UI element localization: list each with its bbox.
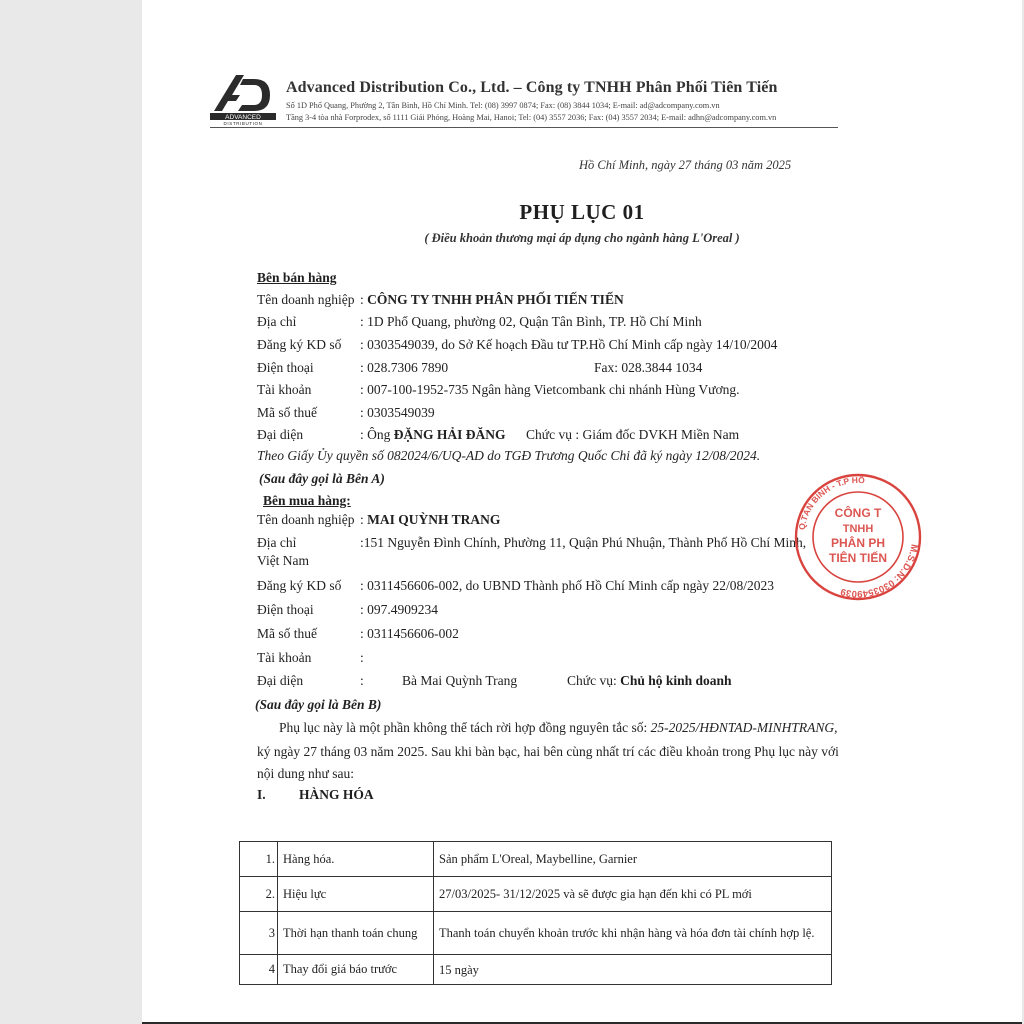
letterhead-address-hanoi: Tầng 3-4 tòa nhà Forprodex, số 1111 Giải Phóng, Hoàng Mai, Hanoi; Tel: (04) 3557 2036; Fax: (04) 3557 2034; E-mail: adhn@adcompany.com.vn xyxy=(286,113,777,122)
section-title: HÀNG HÓA xyxy=(299,787,374,802)
buyer-rep-position: Chức vụ: Chủ hộ kinh doanh xyxy=(567,673,732,688)
seller-tax-label: Mã số thuế xyxy=(257,405,317,420)
svg-text:ADVANCED: ADVANCED xyxy=(225,114,261,121)
buyer-phone-label: Điện thoại xyxy=(257,602,314,617)
buyer-address-continued: Việt Nam xyxy=(257,553,310,568)
seller-phone-label: Điện thoại xyxy=(257,360,314,375)
svg-text:M.S.D.N: 0303549039: M.S.D.N: 0303549039 xyxy=(839,543,920,600)
seller-reg-value: : 0303549039, do Sở Kế hoạch Đầu tư TP.Hồ Chí Minh cấp ngày 14/10/2004 xyxy=(360,337,778,352)
buyer-name-label: Tên doanh nghiệp xyxy=(257,512,355,527)
seller-fax-value: Fax: 028.3844 1034 xyxy=(594,360,703,375)
seller-alias: (Sau đây gọi là Bên A) xyxy=(259,471,385,486)
row-item: Hàng hóa. xyxy=(278,842,434,877)
row-number: 1. xyxy=(240,842,278,877)
row-item: Thời hạn thanh toán chung xyxy=(278,912,434,955)
letterhead-company-name: Advanced Distribution Co., Ltd. – Công ty TNHH Phân Phối Tiên Tiến xyxy=(286,79,778,96)
buyer-rep-label: Đại diện xyxy=(257,673,304,688)
seller-account-value: : 007-100-1952-735 Ngân hàng Vietcombank chi nhánh Hùng Vương. xyxy=(360,382,740,397)
document-page xyxy=(142,0,1022,1024)
letterhead-address-hcm: Số 1D Phổ Quang, Phường 2, Tân Bình, Hồ Chí Minh. Tel: (08) 3997 0874; Fax: (08) 3844 1034; E-mail: ad@adcompany.com.vn xyxy=(286,101,720,110)
seller-address-label: Địa chỉ xyxy=(257,314,297,329)
buyer-address-value: :151 Nguyễn Đình Chính, Phường 11, Quận Phú Nhuận, Thành Phố Hồ Chí Minh, xyxy=(360,535,807,550)
company-logo xyxy=(210,73,276,125)
buyer-account-value: : xyxy=(360,650,364,665)
stamp-line-3: PHÂN PH xyxy=(830,536,886,550)
seller-tax-value: : 0303549039 xyxy=(360,405,435,420)
seller-name-label: Tên doanh nghiệp xyxy=(257,292,355,307)
buyer-phone-value: : 097.4909234 xyxy=(360,602,439,617)
buyer-tax-label: Mã số thuế xyxy=(257,626,317,641)
seller-account-label: Tài khoản xyxy=(257,382,312,397)
table-row xyxy=(240,877,832,912)
row-number: 2. xyxy=(240,877,278,912)
stamp-line-1: CÔNG T xyxy=(834,506,882,520)
seller-rep-label: Đại diện xyxy=(257,427,304,442)
row-number: 3 xyxy=(240,912,278,955)
section-numeral: I. xyxy=(257,787,266,802)
buyer-tax-value: : 0311456606-002 xyxy=(360,626,459,641)
svg-text:DISTRIBUTION: DISTRIBUTION xyxy=(223,121,263,126)
stamp-line-2: TNHH xyxy=(842,523,874,535)
seller-rep-position: Chức vụ : Giám đốc DVKH Miền Nam xyxy=(526,427,740,442)
buyer-rep-name: Bà Mai Quỳnh Trang xyxy=(402,673,518,688)
document-subtitle: ( Điều khoản thương mại áp dụng cho ngành hàng L'Oreal ) xyxy=(424,231,740,245)
seller-name-value: : CÔNG TY TNHH PHÂN PHỐI TIẾN TIẾN xyxy=(360,292,624,307)
row-detail: Thanh toán chuyển khoản trước khi nhận hàng và hóa đơn tài chính hợp lệ. xyxy=(434,912,832,955)
intro-line-1: Phụ lục này là một phần không thể tách rời hợp đồng nguyên tắc số: 25-2025/HĐNTAD-MINHTRANG, xyxy=(279,720,838,735)
goods-table xyxy=(239,841,832,985)
company-stamp xyxy=(783,472,920,602)
table-row xyxy=(240,842,832,877)
buyer-heading: Bên mua hàng: xyxy=(263,493,351,508)
date-line: Hồ Chí Minh, ngày 27 tháng 03 năm 2025 xyxy=(579,158,792,172)
row-item: Hiệu lực xyxy=(278,877,434,912)
intro-line-2: ký ngày 27 tháng 03 năm 2025. Sau khi bàn bạc, hai bên cùng nhất trí các điều khoản trong Phụ lục này với xyxy=(257,744,839,759)
intro-line-3: nội dung như sau: xyxy=(257,766,354,781)
table-row xyxy=(240,955,832,985)
row-detail: 27/03/2025- 31/12/2025 và sẽ được gia hạn đến khi có PL mới xyxy=(434,877,832,912)
seller-address-value: : 1D Phổ Quang, phường 02, Quận Tân Bình, TP. Hồ Chí Minh xyxy=(360,314,702,329)
stamp-line-4: TIÊN TIẾN xyxy=(828,551,888,565)
letterhead-divider xyxy=(210,127,838,128)
buyer-reg-value: : 0311456606-002, do UBND Thành phố Hồ Chí Minh cấp ngày 22/08/2023 xyxy=(360,578,774,593)
buyer-rep-colon: : xyxy=(360,673,364,688)
buyer-address-label: Địa chỉ xyxy=(257,535,297,550)
seller-reg-label: Đăng ký KD số xyxy=(257,337,342,352)
row-detail: Sản phẩm L'Oreal, Maybelline, Garnier xyxy=(434,842,832,877)
buyer-alias: (Sau đây gọi là Bên B) xyxy=(255,697,382,712)
seller-phone-value: : 028.7306 7890 xyxy=(360,360,449,375)
seller-heading: Bên bán hàng xyxy=(257,270,337,285)
row-number: 4 xyxy=(240,955,278,985)
table-row xyxy=(240,912,832,955)
seller-rep-value: : Ông ĐẶNG HẢI ĐĂNG xyxy=(360,427,506,442)
buyer-name-value: : MAI QUỲNH TRANG xyxy=(360,512,501,527)
buyer-account-label: Tài khoản xyxy=(257,650,312,665)
buyer-reg-label: Đăng ký KD số xyxy=(257,578,342,593)
row-item: Thay đổi giá báo trước xyxy=(278,955,434,985)
row-detail: 15 ngày xyxy=(434,955,832,985)
stamp-graphic xyxy=(783,472,933,602)
document-title: PHỤ LỤC 01 xyxy=(519,200,645,224)
svg-text:Q.TÂN BÌNH - T.P HỒ: Q.TÂN BÌNH - T.P HỒ xyxy=(796,474,866,531)
seller-authorization: Theo Giấy Ủy quyền số 082024/6/UQ-AD do TGĐ Trương Quốc Chi đã ký ngày 12/08/2024. xyxy=(257,448,761,463)
